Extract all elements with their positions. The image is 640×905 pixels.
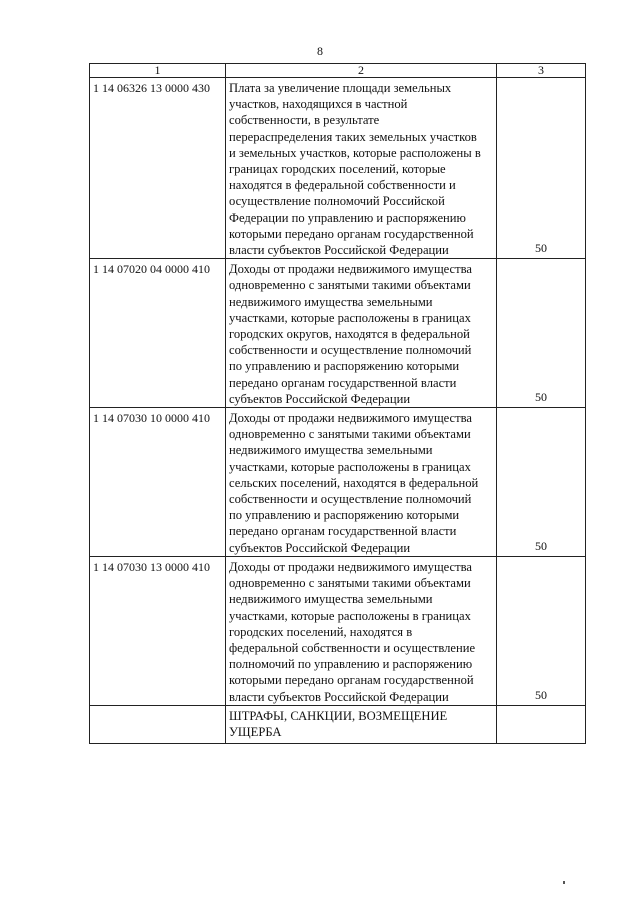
table-row (90, 259, 586, 408)
table-row (90, 556, 586, 705)
section-heading (226, 705, 497, 743)
revenue-description (226, 78, 497, 259)
description-line: передано органам государственной власти (229, 375, 457, 390)
amount-cell (497, 408, 586, 557)
description-line: собственности, в результате (229, 113, 380, 128)
description-line: субъектов Российской Федерации (229, 391, 411, 406)
amount-cell (497, 705, 586, 743)
scan-speck (563, 881, 565, 884)
revenue-code: 1 14 07020 04 0000 410 (90, 259, 226, 408)
description-line: федеральной собственности и осуществление (229, 640, 476, 655)
description-line: участков, находящихся в частной (229, 97, 408, 112)
revenue-code (90, 705, 226, 743)
percent-amount: 50 (535, 538, 547, 553)
description-line: Федерации по управлению и распоряжению (229, 210, 466, 225)
percent-amount: 50 (535, 390, 547, 405)
description-line: сельских поселений, находятся в федеральной (229, 475, 479, 490)
description-line: одновременно с занятыми такими объектами (229, 427, 471, 442)
description-line: собственности и осуществление полномочий (229, 343, 472, 358)
revenue-description (226, 259, 497, 408)
description-line: городских округов, находятся в федеральной (229, 327, 470, 342)
description-line: участками, которые расположены в границах (229, 459, 471, 474)
description-line: которыми передано органам государственной (229, 673, 474, 688)
description-line: которыми передано органам государственной (229, 226, 474, 241)
description-line: недвижимого имущества земельными (229, 592, 433, 607)
description-line: полномочий по управлению и распоряжению (229, 657, 473, 672)
description-line: и земельных участков, которые расположены в (229, 145, 481, 160)
percent-amount: 50 (535, 687, 547, 702)
table-row (90, 408, 586, 557)
table-row (90, 78, 586, 259)
description-line: городских поселений, находятся в (229, 624, 413, 639)
amount-cell (497, 259, 586, 408)
description-line: ШТРАФЫ, САНКЦИИ, ВОЗМЕЩЕНИЕ (229, 708, 448, 723)
description-line: осуществление полномочий Российской (229, 194, 445, 209)
description-line: одновременно с занятыми такими объектами (229, 576, 471, 591)
table-header-row (90, 64, 586, 78)
description-line: субъектов Российской Федерации (229, 540, 411, 555)
revenue-description (226, 556, 497, 705)
table-row (90, 705, 586, 743)
description-line: Доходы от продажи недвижимого имущества (229, 411, 473, 426)
percent-amount: 50 (535, 241, 547, 256)
description-line: по управлению и распоряжению которыми (229, 508, 460, 523)
description-line: по управлению и распоряжению которыми (229, 359, 460, 374)
amount-cell (497, 556, 586, 705)
revenue-code: 1 14 07030 13 0000 410 (90, 556, 226, 705)
description-line: собственности и осуществление полномочий (229, 492, 472, 507)
description-line: Доходы от продажи недвижимого имущества (229, 559, 473, 574)
description-line: границах городских поселений, которые (229, 162, 446, 177)
description-line: власти субъектов Российской Федерации (229, 689, 449, 704)
description-line: перераспределения таких земельных участков (229, 129, 477, 144)
description-line: УЩЕРБА (229, 724, 282, 739)
description-line: участками, которые расположены в границах (229, 608, 471, 623)
description-line: недвижимого имущества земельными (229, 443, 433, 458)
description-line: передано органам государственной власти (229, 524, 457, 539)
column-header-amount: 3 (497, 64, 586, 78)
revenue-code: 1 14 06326 13 0000 430 (90, 78, 226, 259)
description-line: участками, которые расположены в границах (229, 310, 471, 325)
column-header-code: 1 (90, 64, 226, 78)
amount-cell (497, 78, 586, 259)
description-line: одновременно с занятыми такими объектами (229, 278, 471, 293)
revenue-description (226, 408, 497, 557)
description-line: власти субъектов Российской Федерации (229, 243, 449, 258)
column-header-description: 2 (226, 64, 497, 78)
revenue-code: 1 14 07030 10 0000 410 (90, 408, 226, 557)
description-line: недвижимого имущества земельными (229, 294, 433, 309)
description-line: Доходы от продажи недвижимого имущества (229, 262, 473, 277)
description-line: находятся в федеральной собственности и (229, 178, 456, 193)
page-number: 8 (317, 44, 323, 58)
description-line: Плата за увеличение площади земельных (229, 81, 452, 95)
budget-revenue-table (89, 63, 586, 744)
